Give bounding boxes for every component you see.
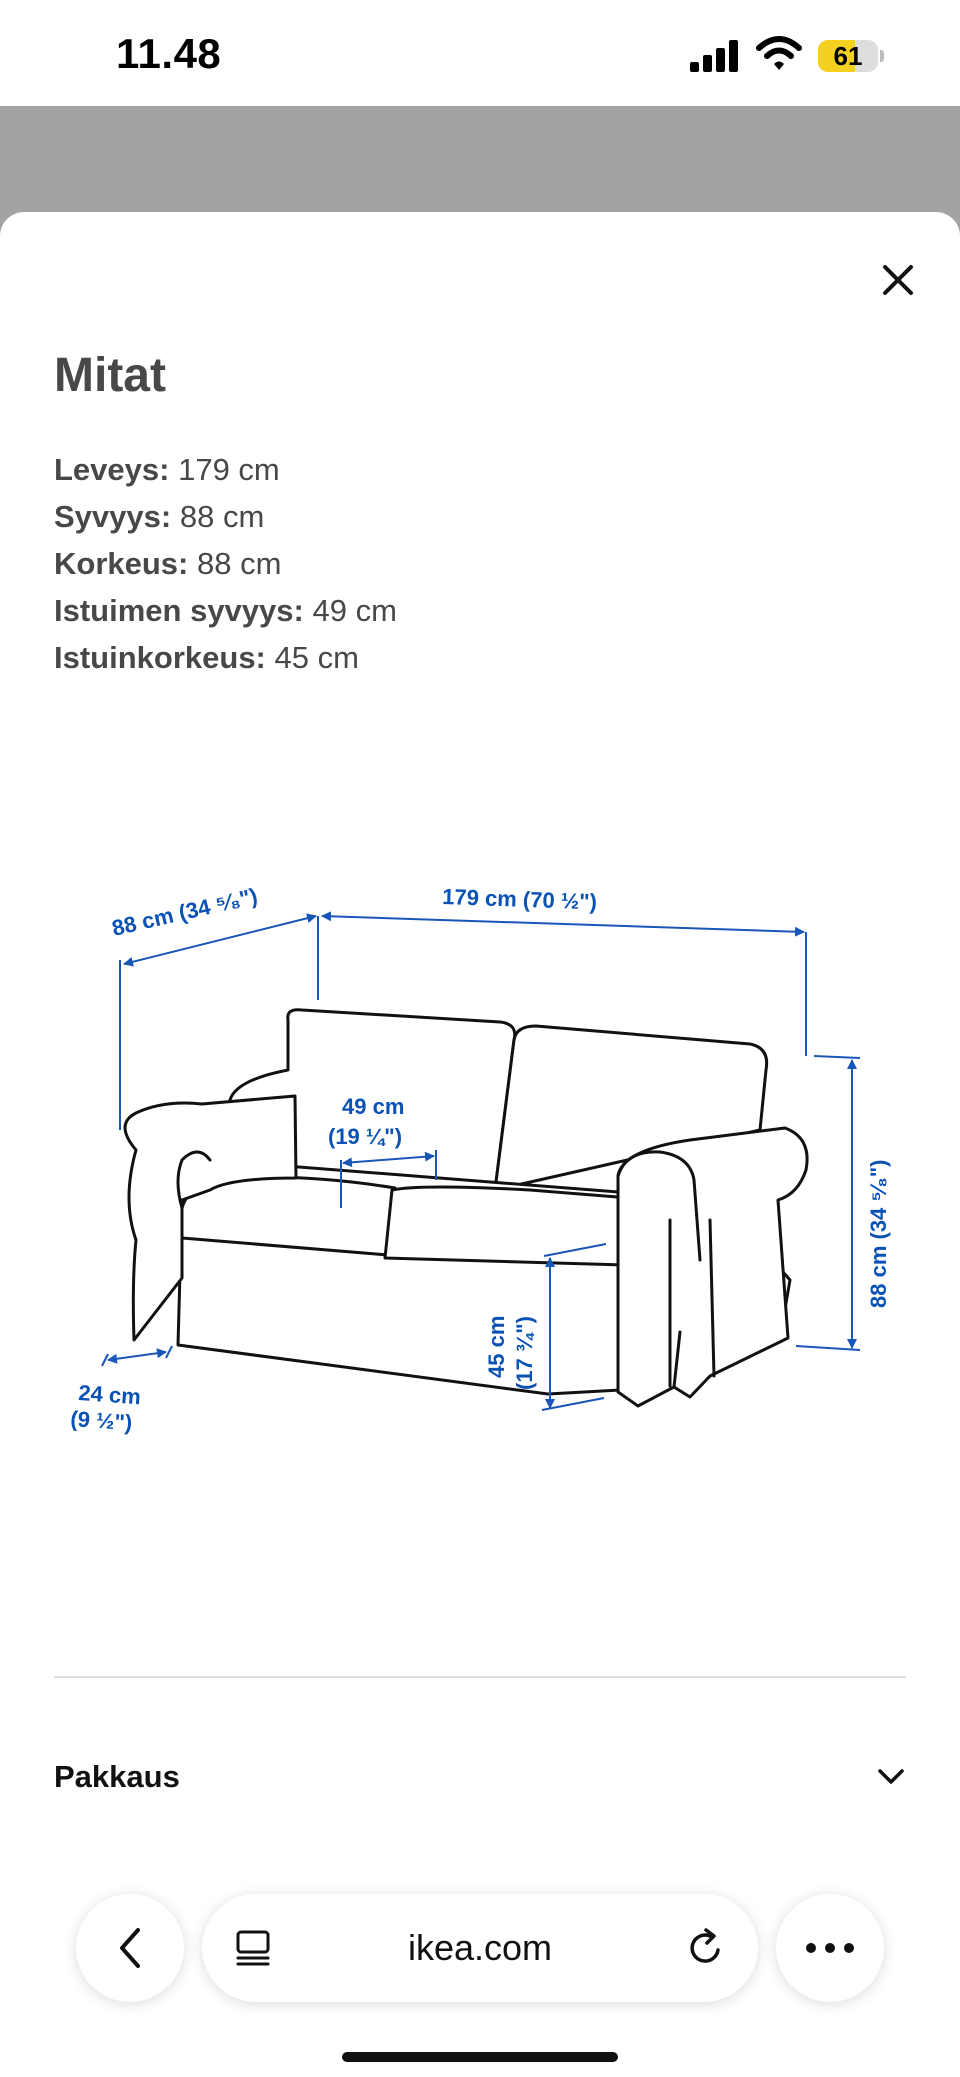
spec-value: 88 cm	[197, 546, 282, 581]
chevron-left-icon	[116, 1926, 144, 1970]
spec-value: 88 cm	[179, 499, 265, 534]
spec-value: 45 cm	[274, 640, 359, 675]
label-depth: 88 cm (34 ⁵⁄₈")	[109, 883, 260, 941]
label-seat-depth-cm: 49 cm	[342, 1094, 405, 1119]
spec-value: 179 cm	[178, 452, 280, 487]
label-width: 179 cm (70 ½")	[441, 884, 598, 915]
close-button[interactable]	[868, 250, 928, 310]
status-bar	[0, 0, 960, 106]
status-time: 11.48	[116, 30, 222, 77]
more-icon	[805, 1942, 855, 1954]
spec-row-seat-depth	[54, 587, 397, 634]
packaging-accordion[interactable]	[54, 1752, 906, 1802]
label-seat-height-in: (17 ¾")	[512, 1315, 537, 1390]
spec-label: Istuinkorkeus:	[54, 640, 266, 675]
chevron-down-icon	[876, 1767, 906, 1787]
label-seat-depth-in: (19 ¼")	[328, 1124, 403, 1149]
spec-row-depth	[54, 493, 397, 540]
reload-icon[interactable]	[684, 1926, 728, 1970]
spec-list	[54, 446, 397, 681]
browser-toolbar	[0, 1880, 960, 2020]
spec-row-height	[54, 540, 397, 587]
accordion-label: Pakkaus	[54, 1759, 180, 1794]
battery-level: 61	[833, 41, 863, 71]
more-button[interactable]	[776, 1894, 884, 2002]
cellular-signal-icon	[690, 40, 742, 72]
wifi-icon	[756, 36, 802, 72]
back-button[interactable]	[76, 1894, 184, 2002]
battery-nub	[880, 50, 884, 62]
address-bar[interactable]	[202, 1894, 758, 2002]
battery-icon	[818, 40, 878, 72]
section-divider	[54, 1676, 906, 1678]
sheet-title: Mitat	[54, 349, 166, 402]
spec-row-width	[54, 446, 397, 493]
sofa-dimension-diagram	[70, 860, 910, 1480]
url-text: ikea.com	[407, 1927, 553, 1968]
spec-label: Istuimen syvyys:	[54, 593, 304, 628]
spec-label: Syvyys:	[54, 499, 172, 534]
label-seat-height-cm: 45 cm	[484, 1315, 509, 1378]
sofa-drawing	[125, 1010, 807, 1406]
spec-label: Korkeus:	[54, 546, 189, 581]
close-icon	[882, 264, 914, 296]
spec-label: Leveys:	[54, 452, 170, 487]
label-leg-cm: 24 cm	[77, 1380, 142, 1410]
label-height: 88 cm (34 ⁵⁄₈")	[866, 1159, 891, 1308]
label-leg-in: (9 ½")	[70, 1406, 134, 1436]
home-indicator	[342, 2052, 618, 2062]
spec-value: 49 cm	[312, 593, 397, 628]
spec-row-seat-height	[54, 634, 397, 681]
